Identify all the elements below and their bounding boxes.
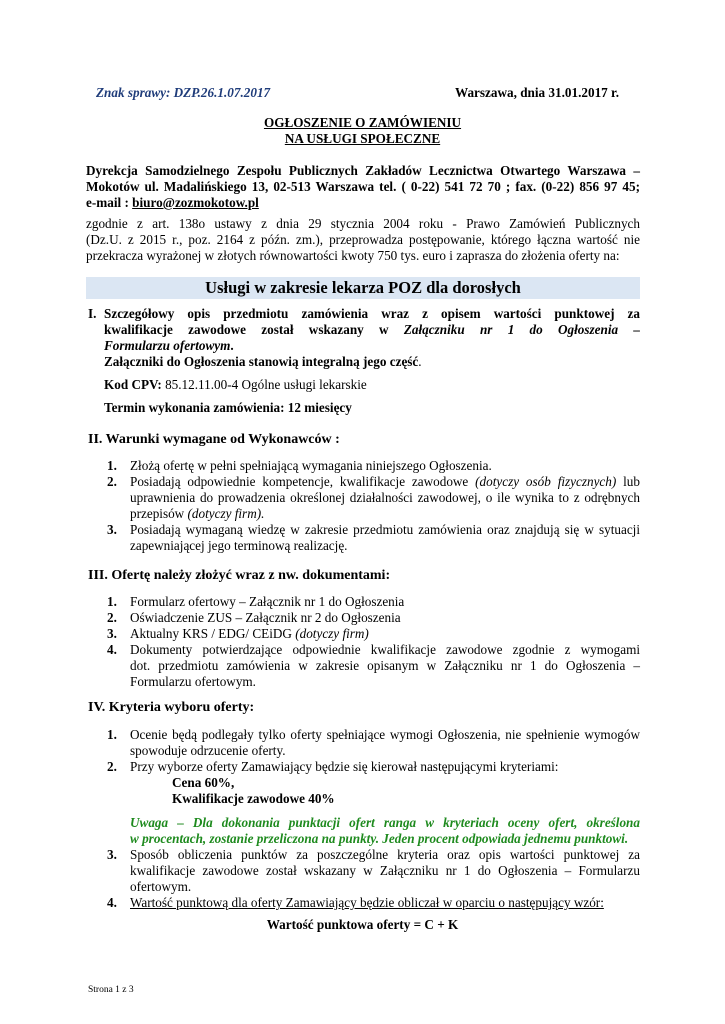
- term-line: Termin wykonania zamówienia: 12 miesięcy: [104, 400, 352, 415]
- email-label: e-mail :: [86, 195, 133, 210]
- criterion-price: Cena 60%,: [172, 775, 235, 790]
- s3-item-4-line-1: Dokumenty potwierdzające odpowiednie kwalifikacje zawodowe zgodnie z wymogami: [130, 642, 640, 657]
- s3-item-1-number: 1.: [107, 594, 117, 609]
- s4-item-3-line-1: Sposób obliczenia punktów za poszczególne kryteria oraz opis wartości punktowej za: [130, 847, 640, 862]
- s3-item-2-number: 2.: [107, 610, 117, 625]
- note-line-2: w procentach, zostanie przeliczona na punkty. Jeden procent odpowiada jednemu punktowi.: [130, 831, 629, 846]
- section-3-heading: III. Ofertę należy złożyć wraz z nw. dokumentami:: [88, 568, 391, 583]
- s4-item-1-number: 1.: [107, 727, 117, 742]
- cpv-value: 85.12.11.00-4 Ogólne usługi lekarskie: [161, 377, 367, 392]
- s2-item-1-text: Złożą ofertę w pełni spełniającą wymagania niniejszego Ogłoszenia.: [130, 458, 492, 473]
- s2-item-2-line-3: [130, 506, 264, 522]
- s3-item-1-text: Formularz ofertowy – Załącznik nr 1 do Ogłoszenia: [130, 594, 405, 609]
- s4-item-4-text: Wartość punktową dla oferty Zamawiający będzie obliczał w oparciu o następujący wzór:: [130, 895, 604, 910]
- s2-item-2-text-a: Posiadają odpowiednie kompetencje, kwalifikacje zawodowe: [130, 474, 476, 489]
- email-line: [86, 195, 259, 211]
- s4-item-2-line-1: Przy wyborze oferty Zamawiający będzie się kierował następującymi kryteriami:: [130, 759, 559, 774]
- legal-line-2: (Dz.U. z 2015 r., poz. 2164 z późn. zm.), przeprowadza postępowanie, którego łączna wartość nie: [86, 232, 640, 247]
- s2-item-2-line-1: [130, 474, 640, 490]
- s3-item-3-number: 3.: [107, 626, 117, 641]
- s2-item-2-text-c: lub: [616, 474, 640, 489]
- s3-item-4-number: 4.: [107, 642, 117, 657]
- section-1-number: I.: [88, 306, 97, 321]
- s3-item-3-text-b: (dotyczy firm): [295, 626, 369, 641]
- s2-item-2-text-e: (dotyczy firm).: [187, 506, 265, 521]
- s3-item-2-text: Oświadczenie ZUS – Załącznik nr 2 do Ogłoszenia: [130, 610, 401, 625]
- s3-item-3-text-a: Aktualny KRS / EDG/ CEiDG: [130, 626, 296, 641]
- s4-item-1-line-2: spowoduje odrzucenie oferty.: [130, 743, 286, 758]
- section-1-line-2-text: kwalifikacje zawodowe został wskazany w: [104, 322, 404, 337]
- s3-item-4-line-2: dot. przedmiotu zamówienia w zakresie opisanym w Załączniku nr 1 do Ogłoszenia –: [130, 658, 640, 673]
- attachments-note-period: .: [418, 354, 422, 369]
- legal-line-3: przekracza wyrażonej w złotych równowartości kwoty 750 tys. euro i zaprasza do złożenia oferty na:: [86, 248, 620, 263]
- cpv-label: Kod CPV:: [104, 377, 162, 392]
- place-date: Warszawa, dnia 31.01.2017 r.: [455, 85, 619, 100]
- legal-line-1: zgodnie z art. 138o ustawy z dnia 29 stycznia 2004 roku - Prawo Zamówień Publicznych: [86, 216, 640, 231]
- s2-item-3-line-1: Posiadają wymaganą wiedzę w zakresie przedmiotu zamówienia oraz znajdują się w sytuacji: [130, 522, 640, 537]
- s4-item-3-number: 3.: [107, 847, 117, 862]
- section-1-line-2: [104, 322, 640, 338]
- s2-item-2-line-2: uprawnienia do prowadzenia określonej działalności zawodowej, o ile wynika to z odrębnych: [130, 490, 640, 505]
- s4-item-4-number: 4.: [107, 895, 117, 910]
- page-footer: Strona 1 z 3: [88, 985, 134, 995]
- s2-item-1-number: 1.: [107, 458, 117, 473]
- s3-item-4-line-3: Formularzu ofertowym.: [130, 674, 256, 689]
- section-1-period: .: [230, 338, 234, 353]
- title-line-1: OGŁOSZENIE O ZAMÓWIENIU: [263, 115, 462, 130]
- section-1-line-4: [104, 354, 422, 370]
- s4-item-2-number: 2.: [107, 759, 117, 774]
- s2-item-2-number: 2.: [107, 474, 117, 489]
- title-line-2: NA USŁUGI SPOŁECZNE: [284, 131, 441, 146]
- note-line-1: Uwaga – Dla dokonania punktacji ofert ranga w kryteriach oceny ofert, określona: [130, 815, 640, 830]
- case-reference: Znak sprawy: DZP.26.1.07.2017: [96, 85, 271, 100]
- s4-item-3-line-3: ofertowym.: [130, 879, 192, 894]
- section-1-form-name: Formularzu ofertowym: [104, 338, 231, 353]
- s2-item-2-text-d: przepisów: [130, 506, 188, 521]
- org-line-1: Dyrekcja Samodzielnego Zespołu Publicznych Zakładów Lecznictwa Otwartego Warszawa –: [86, 163, 640, 178]
- s2-item-2-text-b: (dotyczy osób fizycznych): [475, 474, 617, 489]
- email-link[interactable]: biuro@zozmokotow.pl: [132, 195, 259, 210]
- section-1-attachment-ref: Załączniku nr 1 do Ogłoszenia –: [403, 322, 640, 337]
- formula: Wartość punktowa oferty = C + K: [266, 917, 459, 932]
- subject-title: Usługi w zakresie lekarza POZ dla dorosłych: [205, 278, 521, 297]
- section-1-line-1: Szczegółowy opis przedmiotu zamówienia wraz z opisem wartości punktowej za: [104, 306, 640, 321]
- criterion-qualifications: Kwalifikacje zawodowe 40%: [172, 791, 335, 806]
- section-1-line-3: [104, 338, 234, 354]
- attachments-note: Załączniki do Ogłoszenia stanowią integralną jego część: [104, 354, 419, 369]
- section-2-heading: II. Warunki wymagane od Wykonawców :: [88, 432, 340, 447]
- s4-item-3-line-2: kwalifikacje zawodowe został wskazany w Załączniku nr 1 do Ogłoszenia – Formularzu: [130, 863, 640, 878]
- section-4-heading: IV. Kryteria wyboru oferty:: [88, 700, 255, 715]
- s2-item-3-line-2: zapewniającej jego terminową realizację.: [130, 538, 348, 553]
- org-line-2: Mokotów ul. Madalińskiego 13, 02-513 Warszawa tel. ( 0-22) 541 72 70 ; fax. (0-22) 856 97 45;: [86, 179, 640, 194]
- s4-item-1-line-1: Ocenie będą podlegały tylko oferty spełniające wymogi Ogłoszenia, nie spełnienie wymogów: [130, 727, 640, 742]
- cpv-line: [104, 377, 367, 393]
- s2-item-3-number: 3.: [107, 522, 117, 537]
- s3-item-3-text: [130, 626, 369, 642]
